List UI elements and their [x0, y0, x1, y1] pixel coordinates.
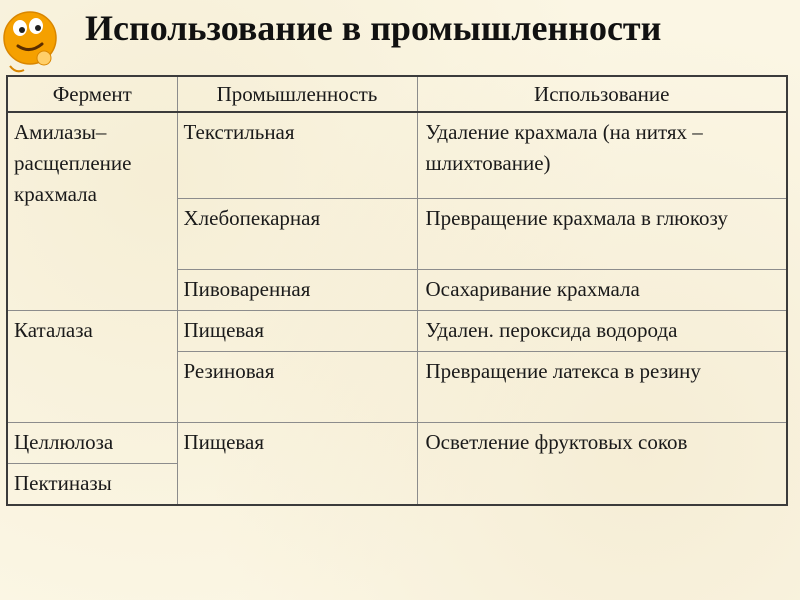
industry-cell: Резиновая [177, 352, 417, 423]
usage-cell: Осветление фруктовых соков [417, 423, 787, 506]
usage-cell: Осахаривание крахмала [417, 270, 787, 311]
industry-cell: Текстильная [177, 112, 417, 199]
industry-cell: Пищевая [177, 311, 417, 352]
header-industry: Промышленность [177, 76, 417, 112]
usage-cell: Превращение латекса в резину [417, 352, 787, 423]
orange-smiley-face-icon [2, 8, 62, 76]
enzyme-cell-pectinase: Пектиназы [7, 464, 177, 506]
page-title: Использование в промышленности [85, 8, 662, 48]
enzyme-usage-table-container [6, 75, 788, 506]
industry-cell: Пищевая [177, 423, 417, 506]
header-enzyme: Фермент [7, 76, 177, 112]
industry-cell: Хлебопекарная [177, 199, 417, 270]
enzyme-cell-cellulose: Целлюлоза [7, 423, 177, 464]
table-row [7, 423, 787, 464]
table-row [7, 311, 787, 352]
enzyme-usage-table [6, 75, 788, 506]
header-usage: Использование [417, 76, 787, 112]
industry-cell: Пивоваренная [177, 270, 417, 311]
table-header-row [7, 76, 787, 112]
table-row [7, 112, 787, 199]
usage-cell: Превращение крахмала в глюкозу [417, 199, 787, 270]
enzyme-cell-catalase: Каталаза [7, 311, 177, 423]
usage-cell: Удаление крахмала (на нитях – шлихтование) [417, 112, 787, 199]
enzyme-cell-amylase: Амилазы– расщепление крахмала [7, 112, 177, 311]
usage-cell: Удален. пероксида водорода [417, 311, 787, 352]
